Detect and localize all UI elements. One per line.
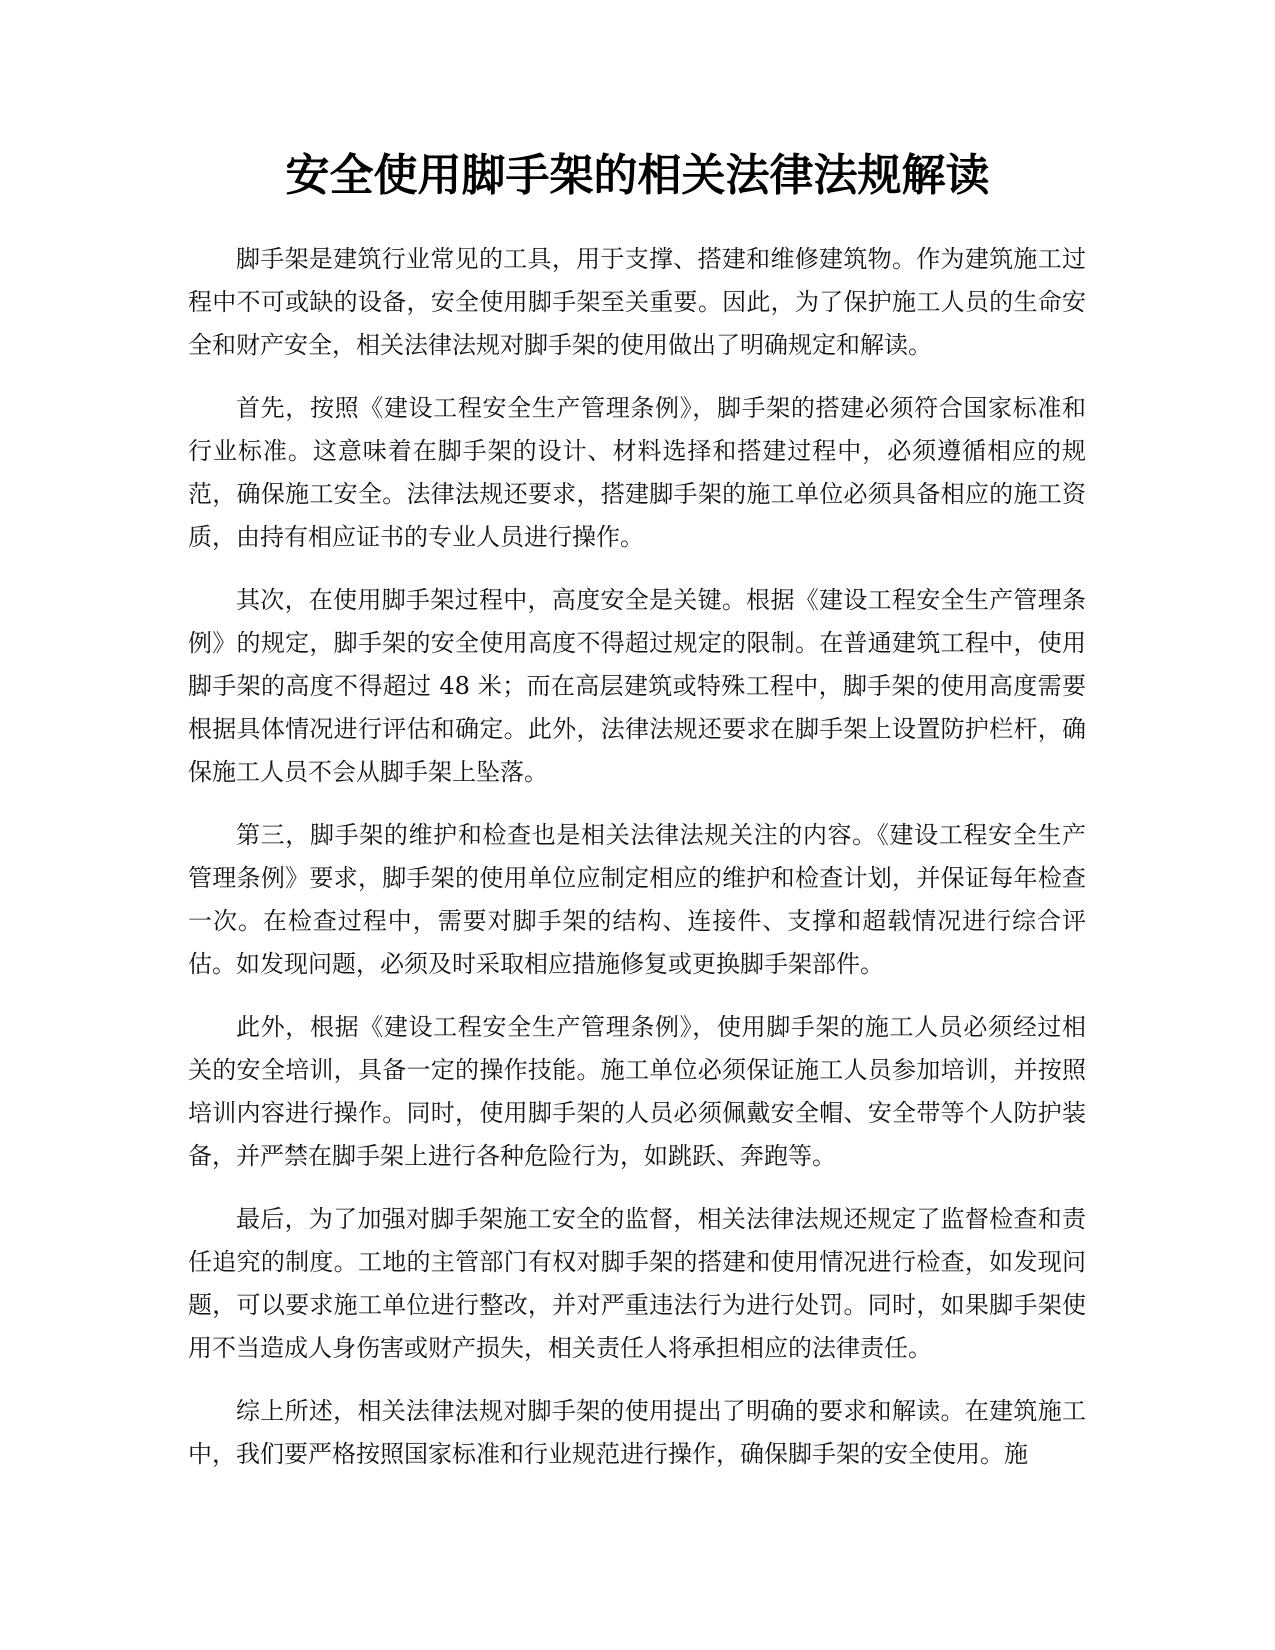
paragraph-1: 脚手架是建筑行业常见的工具，用于支撑、搭建和维修建筑物。作为建筑施工过程中不可或缺的设备，安全使用脚手架至关重要。因此，为了保护施工人员的生命安全和财产安全，相关法律法规对脚手架的使用做出了明确规定和解读。: [188, 245, 1086, 359]
paragraph-2: 首先，按照《建设工程安全生产管理条例》，脚手架的搭建必须符合国家标准和行业标准。这意味着在脚手架的设计、材料选择和搭建过程中，必须遵循相应的规范，确保施工安全。法律法规还要求，搭建脚手架的施工单位必须具备相应的施工资质，由持有相应证书的专业人员进行操作。: [188, 394, 1086, 551]
paragraph-4: 第三，脚手架的维护和检查也是相关法律法规关注的内容。《建设工程安全生产管理条例》要求，脚手架的使用单位应制定相应的维护和检查计划，并保证每年检查一次。在检查过程中，需要对脚手架的结构、连接件、支撑和超载情况进行综合评估。如发现问题，必须及时采取相应措施修复或更换脚手架部件。: [188, 821, 1086, 978]
document-title: 安全使用脚手架的相关法律法规解读: [285, 150, 990, 201]
paragraph-5: 此外，根据《建设工程安全生产管理条例》，使用脚手架的施工人员必须经过相关的安全培训，具备一定的操作技能。施工单位必须保证施工人员参加培训，并按照培训内容进行操作。同时，使用脚手架的人员必须佩戴安全帽、安全带等个人防护装备，并严禁在脚手架上进行各种危险行为，如跳跃、奔跑等。: [188, 1013, 1086, 1170]
paragraph-6: 最后，为了加强对脚手架施工安全的监督，相关法律法规还规定了监督检查和责任追究的制度。工地的主管部门有权对脚手架的搭建和使用情况进行检查，如发现问题，可以要求施工单位进行整改，并对严重违法行为进行处罚。同时，如果脚手架使用不当造成人身伤害或财产损失，相关责任人将承担相应的法律责任。: [188, 1205, 1086, 1362]
document-body: [188, 238, 1086, 1496]
paragraph-3: 其次，在使用脚手架过程中，高度安全是关键。根据《建设工程安全生产管理条例》的规定，脚手架的安全使用高度不得超过规定的限制。在普通建筑工程中，使用脚手架的高度不得超过 48 米；而在高层建筑或特殊工程中，脚手架的使用高度需要根据具体情况进行评估和确定。此外，法律法规还要求在脚手架上设置防护栏杆，确保施工人员不会从脚手架上坠落。: [188, 586, 1086, 786]
paragraph-7: 综上所述，相关法律法规对脚手架的使用提出了明确的要求和解读。在建筑施工中，我们要严格按照国家标准和行业规范进行操作，确保脚手架的安全使用。施: [188, 1397, 1086, 1468]
